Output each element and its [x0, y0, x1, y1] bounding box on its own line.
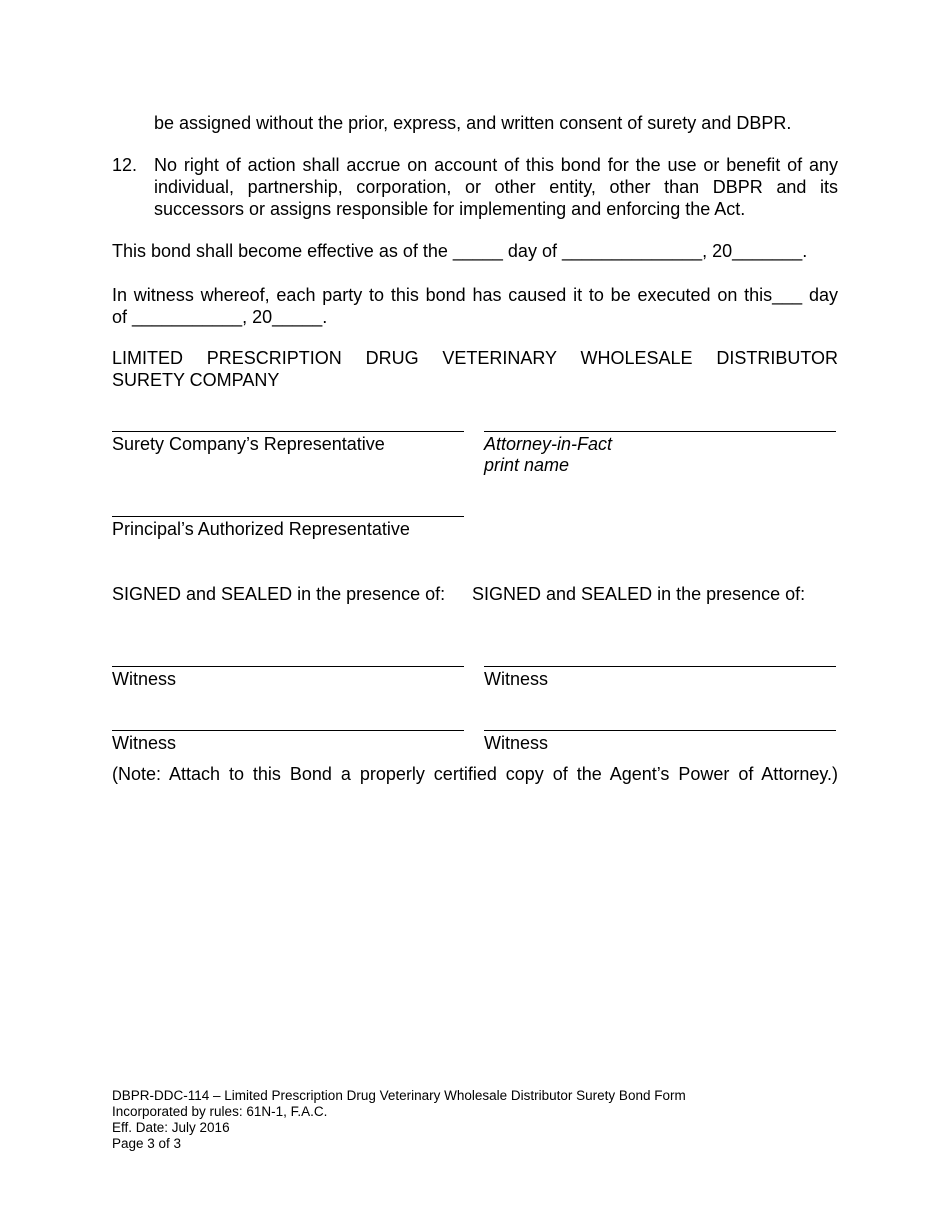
attorney-signature-line: [484, 431, 836, 432]
effective-date-line: This bond shall become effective as of the _____ day of ______________, 20_______.: [112, 241, 808, 261]
attorney-label: Attorney-in-Fact: [484, 434, 613, 454]
company-heading-line-2: SURETY COMPANY: [112, 370, 280, 390]
witness-label: Witness: [112, 669, 177, 689]
footer-form-title: DBPR-DDC-114 – Limited Prescription Drug Veterinary Wholesale Distributor Surety Bond Form: [112, 1088, 686, 1103]
surety-rep-label: Surety Company’s Representative: [112, 434, 385, 454]
witness-label: Witness: [484, 733, 549, 753]
witness-whereof-line-2: of ___________, 20_____.: [112, 307, 328, 327]
witness-whereof-line-1: In witness whereof, each party to this bond has caused it to be executed on this___ day: [112, 285, 838, 305]
company-heading-line-1: LIMITED PRESCRIPTION DRUG VETERINARY WHOLESALE DISTRIBUTOR: [112, 348, 838, 368]
witness-label: Witness: [112, 733, 177, 753]
signed-sealed-right: SIGNED and SEALED in the presence of:: [472, 584, 806, 604]
item-12-body: No right of action shall accrue on account of this bond for the use or benefit of any individual, partnership, corporation, or other entity, other than DBPR and its successors or assigns responsible for implementing and enforcing the Act.: [154, 155, 838, 219]
continuation-text: be assigned without the prior, express, and written consent of surety and DBPR.: [154, 113, 792, 133]
attachment-note: (Note: Attach to this Bond a properly certified copy of the Agent’s Power of Attorney.): [112, 764, 838, 784]
signed-sealed-left: SIGNED and SEALED in the presence of:: [112, 584, 446, 604]
witness-signature-line: [112, 730, 464, 731]
witness-signature-line: [484, 730, 836, 731]
print-name-label: print name: [484, 455, 570, 475]
item-12-text: [154, 154, 838, 220]
witness-signature-line: [484, 666, 836, 667]
witness-signature-line: [112, 666, 464, 667]
principal-rep-label: Principal’s Authorized Representative: [112, 519, 410, 539]
footer-eff-date: Eff. Date: July 2016: [112, 1120, 230, 1135]
footer-page-number: Page 3 of 3: [112, 1136, 182, 1151]
footer-rules: Incorporated by rules: 61N-1, F.A.C.: [112, 1104, 328, 1119]
item-12-number: 12.: [112, 155, 138, 175]
page-footer: [112, 1088, 686, 1152]
principal-signature-line: [112, 516, 464, 517]
witness-label: Witness: [484, 669, 549, 689]
surety-rep-signature-line: [112, 431, 464, 432]
